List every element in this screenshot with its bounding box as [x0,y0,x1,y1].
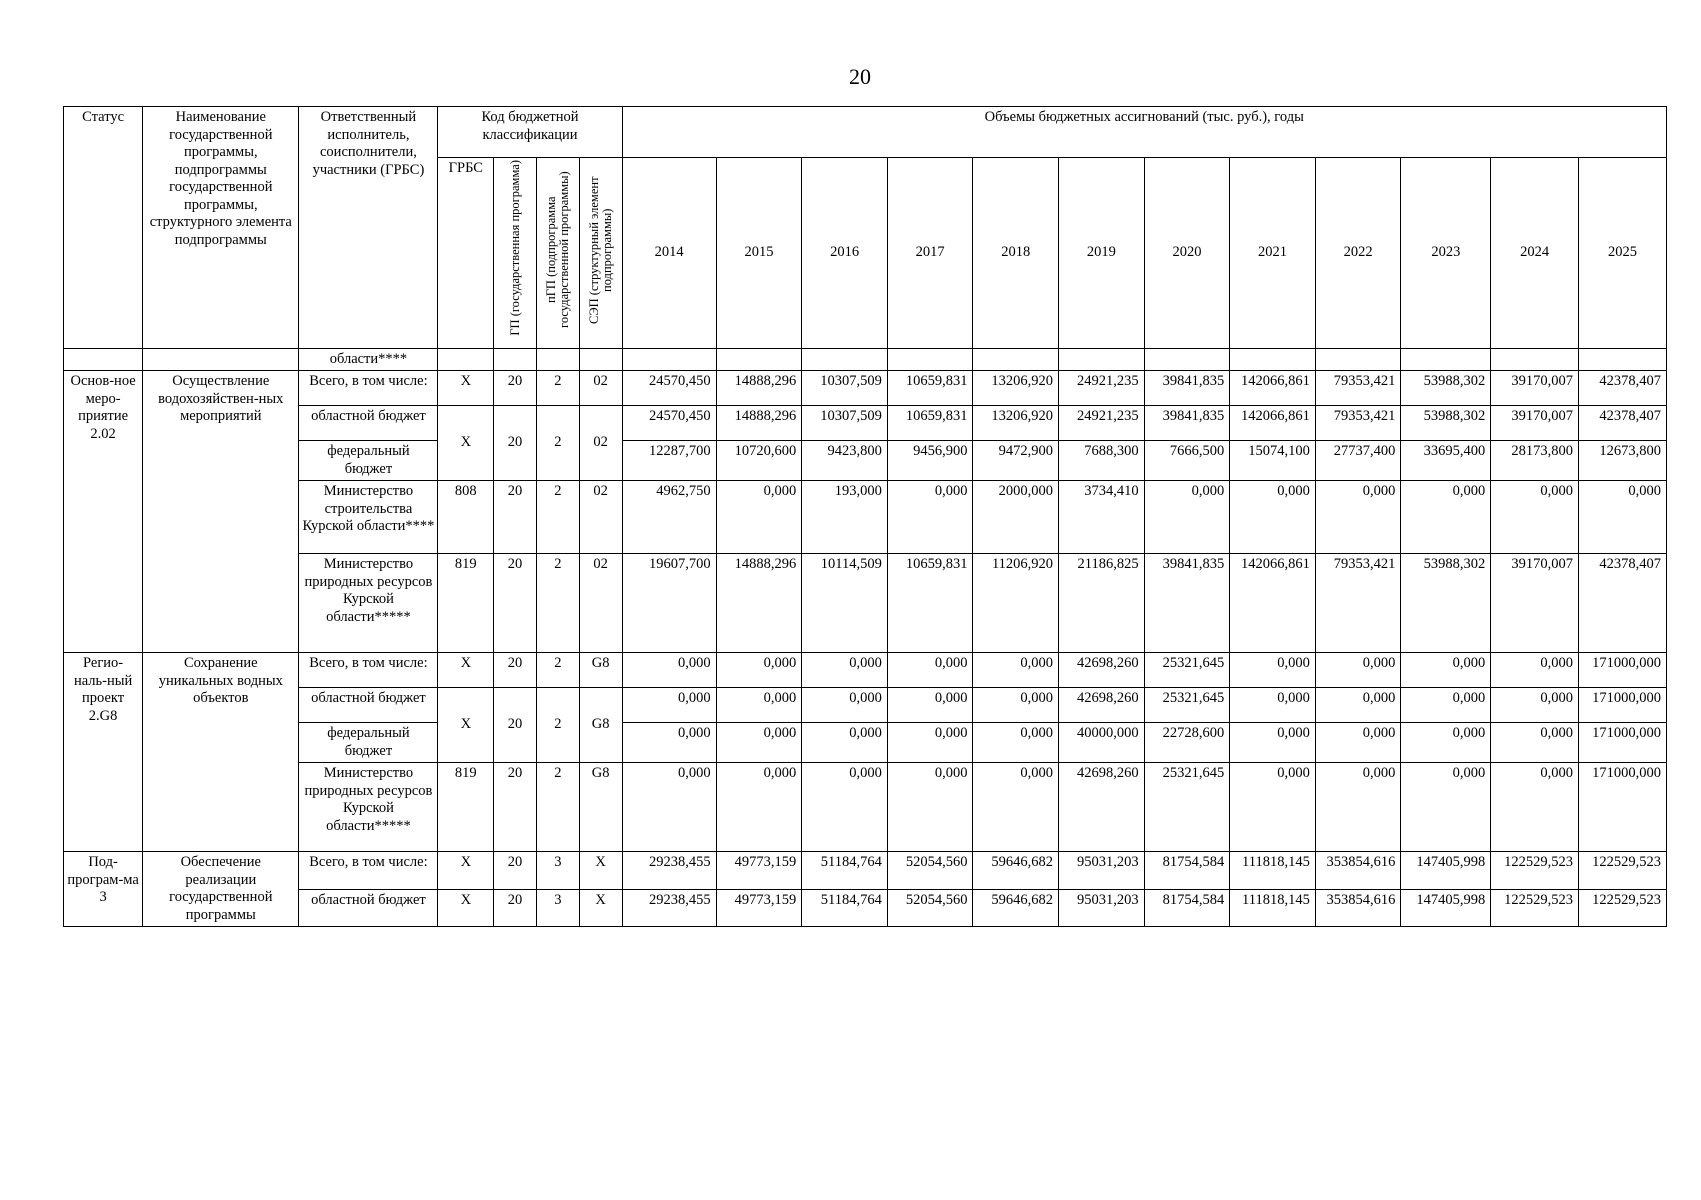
value-cell: 147405,998 [1401,852,1491,890]
header-year: 2022 [1315,158,1401,349]
table-cell [536,348,579,371]
name-cell: Обеспечение реализации государственной программы [143,852,299,927]
value-cell: 0,000 [1491,763,1579,852]
value-cell: 0,000 [1579,481,1667,554]
table-row [64,441,1667,481]
table-cell [973,348,1059,371]
value-cell: 10307,509 [802,406,888,441]
value-cell: 171000,000 [1579,653,1667,688]
table-row [64,554,1667,653]
table-cell [494,348,537,371]
pgp-cell: 2 [536,653,579,688]
header-year: 2015 [716,158,802,349]
value-cell: 0,000 [802,688,888,723]
value-cell: 0,000 [1315,653,1401,688]
value-cell: 122529,523 [1491,889,1579,927]
gp-cell: 20 [494,688,537,763]
value-cell: 95031,203 [1059,889,1145,927]
value-cell: 0,000 [1401,763,1491,852]
table-cell [622,348,716,371]
value-cell: 9423,800 [802,441,888,481]
value-cell: 0,000 [1315,723,1401,763]
value-cell: 39170,007 [1491,406,1579,441]
header-year: 2018 [973,158,1059,349]
responsible-cell: областной бюджет [299,889,438,927]
pgp-cell: 2 [536,763,579,852]
value-cell: 81754,584 [1144,852,1230,890]
value-cell: 0,000 [1315,763,1401,852]
table-cell [802,348,888,371]
table-cell [1401,348,1491,371]
value-cell: 42698,260 [1059,688,1145,723]
value-cell: 12287,700 [622,441,716,481]
value-cell: 122529,523 [1579,852,1667,890]
sep-cell: Х [579,889,622,927]
responsible-cell: Всего, в том числе: [299,852,438,890]
gp-cell: 20 [494,852,537,890]
value-cell: 52054,560 [887,852,973,890]
grbs-cell: 819 [438,763,494,852]
value-cell: 52054,560 [887,889,973,927]
header-grbs: ГРБС [438,158,494,349]
value-cell: 111818,145 [1230,889,1316,927]
grbs-cell: Х [438,653,494,688]
value-cell: 0,000 [1230,723,1316,763]
value-cell: 24921,235 [1059,371,1145,406]
value-cell: 0,000 [802,763,888,852]
table-cell [579,348,622,371]
value-cell: 0,000 [716,653,802,688]
value-cell: 21186,825 [1059,554,1145,653]
value-cell: 142066,861 [1230,554,1316,653]
value-cell: 0,000 [887,653,973,688]
value-cell: 12673,800 [1579,441,1667,481]
responsible-cell: областной бюджет [299,406,438,441]
value-cell: 39170,007 [1491,554,1579,653]
value-cell: 24921,235 [1059,406,1145,441]
value-cell: 122529,523 [1491,852,1579,890]
table-cell [1059,348,1145,371]
grbs-cell: Х [438,889,494,927]
value-cell: 53988,302 [1401,554,1491,653]
sep-cell: Х [579,852,622,890]
value-cell: 33695,400 [1401,441,1491,481]
value-cell: 53988,302 [1401,406,1491,441]
header-volumes-group: Объемы бюджетных ассигнований (тыс. руб.), годы [622,107,1666,158]
value-cell: 171000,000 [1579,688,1667,723]
gp-cell: 20 [494,481,537,554]
table-row [64,688,1667,723]
sep-cell: G8 [579,688,622,763]
pgp-cell: 2 [536,406,579,481]
value-cell: 15074,100 [1230,441,1316,481]
table-cell [1579,348,1667,371]
value-cell: 0,000 [622,723,716,763]
value-cell: 9472,900 [973,441,1059,481]
status-cell: Регио-наль-ный проект 2.G8 [64,653,143,852]
value-cell: 142066,861 [1230,371,1316,406]
value-cell: 79353,421 [1315,406,1401,441]
sep-cell: 02 [579,554,622,653]
header-year: 2021 [1230,158,1316,349]
value-cell: 111818,145 [1230,852,1316,890]
value-cell: 25321,645 [1144,688,1230,723]
value-cell: 51184,764 [802,889,888,927]
value-cell: 59646,682 [973,889,1059,927]
value-cell: 42698,260 [1059,653,1145,688]
value-cell: 79353,421 [1315,371,1401,406]
value-cell: 0,000 [1491,481,1579,554]
value-cell: 353854,616 [1315,852,1401,890]
value-cell: 0,000 [1401,723,1491,763]
value-cell: 22728,600 [1144,723,1230,763]
sep-cell: 02 [579,406,622,481]
value-cell: 0,000 [973,688,1059,723]
gp-cell: 20 [494,554,537,653]
value-cell: 59646,682 [973,852,1059,890]
value-cell: 0,000 [1401,653,1491,688]
sep-cell: 02 [579,371,622,406]
value-cell: 25321,645 [1144,653,1230,688]
pgp-cell: 3 [536,852,579,890]
value-cell: 0,000 [622,688,716,723]
value-cell: 171000,000 [1579,723,1667,763]
budget-table [63,106,1667,927]
value-cell: 39170,007 [1491,371,1579,406]
value-cell: 81754,584 [1144,889,1230,927]
value-cell: 0,000 [1230,653,1316,688]
table-row [64,889,1667,927]
value-cell: 29238,455 [622,889,716,927]
value-cell: 14888,296 [716,371,802,406]
value-cell: 0,000 [716,481,802,554]
value-cell: 40000,000 [1059,723,1145,763]
sep-cell: G8 [579,763,622,852]
value-cell: 49773,159 [716,889,802,927]
responsible-cell: областной бюджет [299,688,438,723]
value-cell: 53988,302 [1401,371,1491,406]
value-cell: 0,000 [716,688,802,723]
table-row [64,763,1667,852]
value-cell: 42698,260 [1059,763,1145,852]
value-cell: 49773,159 [716,852,802,890]
header-year: 2024 [1491,158,1579,349]
header-gp-text: ГП (государственная программа) [507,160,522,336]
responsible-cell: федеральный бюджет [299,441,438,481]
value-cell: 42378,407 [1579,406,1667,441]
header-year: 2016 [802,158,888,349]
value-cell: 122529,523 [1579,889,1667,927]
value-cell: 0,000 [887,481,973,554]
value-cell: 39841,835 [1144,371,1230,406]
value-cell: 28173,800 [1491,441,1579,481]
header-year: 2020 [1144,158,1230,349]
value-cell: 0,000 [1491,688,1579,723]
value-cell: 51184,764 [802,852,888,890]
pgp-cell: 3 [536,889,579,927]
value-cell: 0,000 [973,763,1059,852]
pgp-cell: 2 [536,371,579,406]
value-cell: 0,000 [1315,481,1401,554]
gp-cell: 20 [494,371,537,406]
value-cell: 10659,831 [887,554,973,653]
table-cell [1230,348,1316,371]
gp-cell: 20 [494,653,537,688]
responsible-cell: Всего, в том числе: [299,371,438,406]
table-row [64,653,1667,688]
value-cell: 10659,831 [887,371,973,406]
page-number: 20 [849,64,871,89]
value-cell: 42378,407 [1579,554,1667,653]
table-cell [438,348,494,371]
value-cell: 27737,400 [1315,441,1401,481]
header-sep-text: СЭП (структурный элемент подпрограммы) [586,176,614,324]
value-cell: 3734,410 [1059,481,1145,554]
header-status: Статус [64,107,143,349]
value-cell: 10114,509 [802,554,888,653]
value-cell: 13206,920 [973,371,1059,406]
value-cell: 0,000 [1230,481,1316,554]
table-row [64,723,1667,763]
sep-cell: G8 [579,653,622,688]
header-row [64,107,1667,158]
table-cell [887,348,973,371]
value-cell: 0,000 [622,653,716,688]
value-cell: 0,000 [887,688,973,723]
value-cell: 353854,616 [1315,889,1401,927]
value-cell: 10659,831 [887,406,973,441]
value-cell: 0,000 [887,723,973,763]
responsible-cell: Всего, в том числе: [299,653,438,688]
grbs-cell: 808 [438,481,494,554]
value-cell: 2000,000 [973,481,1059,554]
grbs-cell: Х [438,371,494,406]
header-name: Наименование государственной программы, подпрограммы государственной программы, структурного элемента подпрограммы [143,107,299,349]
table-row [64,406,1667,441]
value-cell: 147405,998 [1401,889,1491,927]
header-responsible: Ответственный исполнитель, соисполнители, участники (ГРБС) [299,107,438,349]
value-cell: 0,000 [1401,481,1491,554]
value-cell: 9456,900 [887,441,973,481]
value-cell: 10307,509 [802,371,888,406]
value-cell: 0,000 [1401,688,1491,723]
value-cell: 14888,296 [716,406,802,441]
value-cell: 0,000 [802,723,888,763]
table-cell [716,348,802,371]
value-cell: 4962,750 [622,481,716,554]
table-row [64,371,1667,406]
value-cell: 39841,835 [1144,406,1230,441]
header-year: 2019 [1059,158,1145,349]
header-sep [579,158,622,349]
value-cell: 29238,455 [622,852,716,890]
value-cell: 39841,835 [1144,554,1230,653]
pgp-cell: 2 [536,554,579,653]
value-cell: 24570,450 [622,406,716,441]
value-cell: 13206,920 [973,406,1059,441]
pgp-cell: 2 [536,688,579,763]
value-cell: 142066,861 [1230,406,1316,441]
value-cell: 0,000 [973,723,1059,763]
responsible-cell: Министерство природных ресурсов Курской области***** [299,554,438,653]
grbs-cell: Х [438,688,494,763]
value-cell: 0,000 [1491,653,1579,688]
header-code-group: Код бюджетной классификации [438,107,622,158]
table-row [64,481,1667,554]
value-cell: 171000,000 [1579,763,1667,852]
value-cell: 7688,300 [1059,441,1145,481]
sep-cell: 02 [579,481,622,554]
table-row [64,852,1667,890]
table-cell [1144,348,1230,371]
value-cell: 0,000 [1230,688,1316,723]
status-cell: Под-програм-ма 3 [64,852,143,927]
value-cell: 7666,500 [1144,441,1230,481]
value-cell: 19607,700 [622,554,716,653]
gp-cell: 20 [494,406,537,481]
grbs-cell: 819 [438,554,494,653]
table-cell [143,348,299,371]
value-cell: 0,000 [1144,481,1230,554]
value-cell: 0,000 [802,653,888,688]
value-cell: 0,000 [973,653,1059,688]
header-year: 2023 [1401,158,1491,349]
value-cell: 0,000 [622,763,716,852]
name-cell: Осуществление водохозяйствен-ных мероприятий [143,371,299,653]
table-cell [64,348,143,371]
value-cell: 0,000 [1230,763,1316,852]
value-cell: 193,000 [802,481,888,554]
value-cell: 42378,407 [1579,371,1667,406]
value-cell: 10720,600 [716,441,802,481]
responsible-cell: области**** [299,348,438,371]
responsible-cell: Министерство природных ресурсов Курской области***** [299,763,438,852]
value-cell: 0,000 [1315,688,1401,723]
value-cell: 0,000 [716,723,802,763]
header-year: 2025 [1579,158,1667,349]
value-cell: 79353,421 [1315,554,1401,653]
value-cell: 11206,920 [973,554,1059,653]
responsible-cell: федеральный бюджет [299,723,438,763]
value-cell: 0,000 [1491,723,1579,763]
grbs-cell: Х [438,852,494,890]
header-year: 2014 [622,158,716,349]
header-pgp-text: пГП (подпрограмма государственной программы) [543,171,571,329]
value-cell: 24570,450 [622,371,716,406]
table-cell [1315,348,1401,371]
status-cell: Основ-ное меро-приятие 2.02 [64,371,143,653]
grbs-cell: Х [438,406,494,481]
pgp-cell: 2 [536,481,579,554]
header-year: 2017 [887,158,973,349]
value-cell: 0,000 [887,763,973,852]
value-cell: 95031,203 [1059,852,1145,890]
value-cell: 25321,645 [1144,763,1230,852]
value-cell: 0,000 [716,763,802,852]
table-row [64,348,1667,371]
responsible-cell: Министерство строительства Курской области**** [299,481,438,554]
value-cell: 14888,296 [716,554,802,653]
table-cell [1491,348,1579,371]
gp-cell: 20 [494,889,537,927]
header-pgp [536,158,579,349]
header-gp [494,158,537,349]
name-cell: Сохранение уникальных водных объектов [143,653,299,852]
gp-cell: 20 [494,763,537,852]
